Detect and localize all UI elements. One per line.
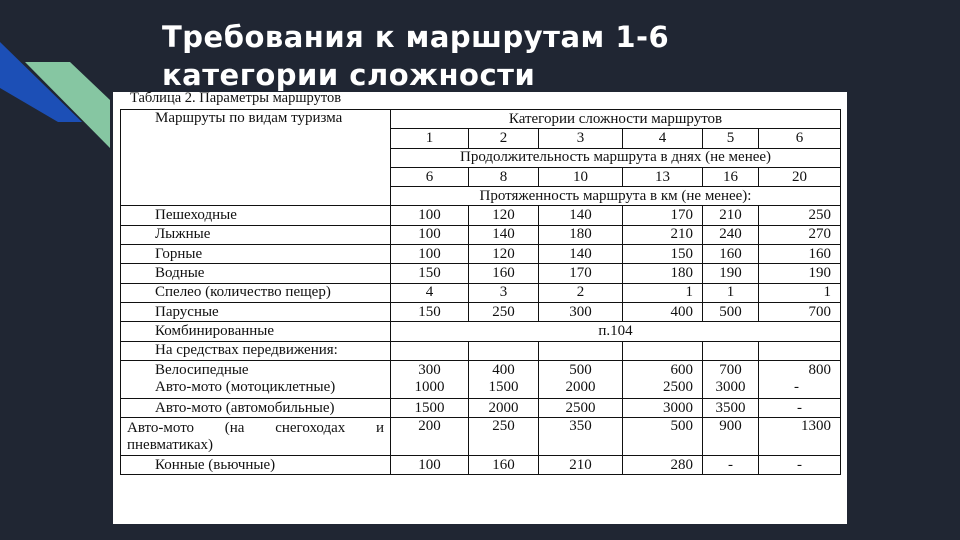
row-label: На средствах передвижения: (121, 341, 391, 360)
cell-value: 2500 (539, 398, 623, 417)
cell-value: 280 (623, 456, 703, 475)
header-row-categories (121, 110, 841, 129)
cell-value: - (759, 456, 841, 475)
row-label (121, 360, 391, 398)
cell-value: 500 (703, 302, 759, 321)
cell-value: 160 (759, 245, 841, 264)
table-row (121, 225, 841, 244)
cell-empty (623, 341, 703, 360)
cell-value: 700 (759, 302, 841, 321)
row-label: Конные (вьючные) (121, 456, 391, 475)
cell-value: 150 (623, 245, 703, 264)
duration-label: Продолжительность маршрута в днях (не менее) (391, 148, 841, 167)
cell-value: 140 (539, 245, 623, 264)
row-label: Авто-мото (автомобильные) (121, 398, 391, 417)
cell-value: 1500 (391, 398, 469, 417)
table-row (121, 283, 841, 302)
cell-line: 1500 (488, 379, 519, 396)
table-row (121, 264, 841, 283)
cell-value: 240 (703, 225, 759, 244)
duration-value: 16 (703, 167, 759, 186)
cell-value (759, 360, 841, 398)
table-row (121, 341, 841, 360)
cell-empty (703, 341, 759, 360)
cell-value: 500 (623, 418, 703, 456)
row-label: Пешеходные (121, 206, 391, 225)
cell-value: 3 (469, 283, 539, 302)
cell-value: 150 (391, 302, 469, 321)
cell-line: 400 (492, 362, 515, 379)
slide-title-line-1: Требования к маршрутам 1-6 (162, 20, 670, 54)
header-difficulty-categories: Категории сложности маршрутов (391, 110, 841, 129)
cell-value: 200 (391, 418, 469, 456)
cell-empty (391, 341, 469, 360)
cell-value: 250 (469, 418, 539, 456)
cell-value (391, 360, 469, 398)
cell-value: 350 (539, 418, 623, 456)
cell-value: 2000 (469, 398, 539, 417)
cell-line: 2500 (663, 379, 693, 396)
cell-value: 160 (469, 456, 539, 475)
cell-value: 250 (469, 302, 539, 321)
duration-value: 8 (469, 167, 539, 186)
cell-value: 180 (623, 264, 703, 283)
cell-value: 100 (391, 206, 469, 225)
duration-value: 10 (539, 167, 623, 186)
cell-value: 140 (539, 206, 623, 225)
category-number: 2 (469, 129, 539, 148)
category-number: 3 (539, 129, 623, 148)
row-label-line: Авто-мото (мотоциклетные) (155, 379, 336, 396)
cell-value: 1300 (759, 418, 841, 456)
cell-value: 210 (539, 456, 623, 475)
corner-decoration (0, 0, 120, 160)
cell-value: - (703, 456, 759, 475)
length-label: Протяженность маршрута в км (не менее): (391, 187, 841, 206)
duration-value: 6 (391, 167, 469, 186)
cell-value: 100 (391, 456, 469, 475)
table-row (121, 245, 841, 264)
cell-value: 250 (759, 206, 841, 225)
cell-line: 800 (808, 362, 832, 379)
table-row (121, 322, 841, 341)
cell-value: 1 (623, 283, 703, 302)
row-label: Парусные (121, 302, 391, 321)
category-number: 1 (391, 129, 469, 148)
table-caption: Таблица 2. Параметры маршрутов (130, 90, 342, 106)
row-label: Лыжные (121, 225, 391, 244)
row-label: Горные (121, 245, 391, 264)
cell-line: 3000 (715, 379, 746, 396)
cell-value: 1 (759, 283, 841, 302)
table-row (121, 398, 841, 417)
cell-value: 2 (539, 283, 623, 302)
cell-value: 100 (391, 245, 469, 264)
route-parameters-table-panel (113, 92, 847, 524)
cell-value: 300 (539, 302, 623, 321)
cell-line: 700 (719, 362, 742, 379)
cell-line: 300 (418, 362, 441, 379)
cell-value: 1 (703, 283, 759, 302)
header-routes-by-type: Маршруты по видам туризма (121, 110, 391, 206)
cell-line: 1000 (414, 379, 445, 396)
cell-value: 270 (759, 225, 841, 244)
cell-value: 3000 (623, 398, 703, 417)
row-label-line: Велосипедные (155, 362, 249, 379)
table-row (121, 418, 841, 456)
slide-title (162, 18, 802, 94)
cell-value: 400 (623, 302, 703, 321)
cell-value: 900 (703, 418, 759, 456)
category-number: 6 (759, 129, 841, 148)
cell-value: - (759, 398, 841, 417)
cell-value: 4 (391, 283, 469, 302)
duration-value: 20 (759, 167, 841, 186)
cell-value: 160 (469, 264, 539, 283)
cell-value: 160 (703, 245, 759, 264)
cell-empty (469, 341, 539, 360)
cell-value (623, 360, 703, 398)
cell-line: - (794, 379, 800, 396)
table-row (121, 302, 841, 321)
cell-value: 170 (539, 264, 623, 283)
row-label: Комбинированные (121, 322, 391, 341)
cell-value: 120 (469, 245, 539, 264)
cell-value-merged: п.104 (391, 322, 841, 341)
slide-title-line-2: категории сложности (162, 58, 536, 92)
cell-value: 120 (469, 206, 539, 225)
cell-line: 2000 (565, 379, 596, 396)
cell-line: 600 (670, 362, 693, 379)
category-number: 5 (703, 129, 759, 148)
row-label: Спелео (количество пещер) (121, 283, 391, 302)
cell-value: 150 (391, 264, 469, 283)
cell-empty (759, 341, 841, 360)
route-parameters-table (120, 109, 841, 475)
table-row (121, 206, 841, 225)
cell-empty (539, 341, 623, 360)
cell-value (703, 360, 759, 398)
duration-value: 13 (623, 167, 703, 186)
cell-value: 210 (703, 206, 759, 225)
row-label: Водные (121, 264, 391, 283)
row-label: Авто-мото (на снегоходах и пневматиках) (121, 418, 391, 456)
table-row (121, 360, 841, 398)
cell-value: 190 (759, 264, 841, 283)
cell-value: 180 (539, 225, 623, 244)
category-number: 4 (623, 129, 703, 148)
cell-value: 100 (391, 225, 469, 244)
cell-value (539, 360, 623, 398)
cell-line: 500 (569, 362, 592, 379)
cell-value: 210 (623, 225, 703, 244)
cell-value: 170 (623, 206, 703, 225)
cell-value: 3500 (703, 398, 759, 417)
cell-value: 190 (703, 264, 759, 283)
cell-value: 140 (469, 225, 539, 244)
table-row (121, 456, 841, 475)
cell-value (469, 360, 539, 398)
